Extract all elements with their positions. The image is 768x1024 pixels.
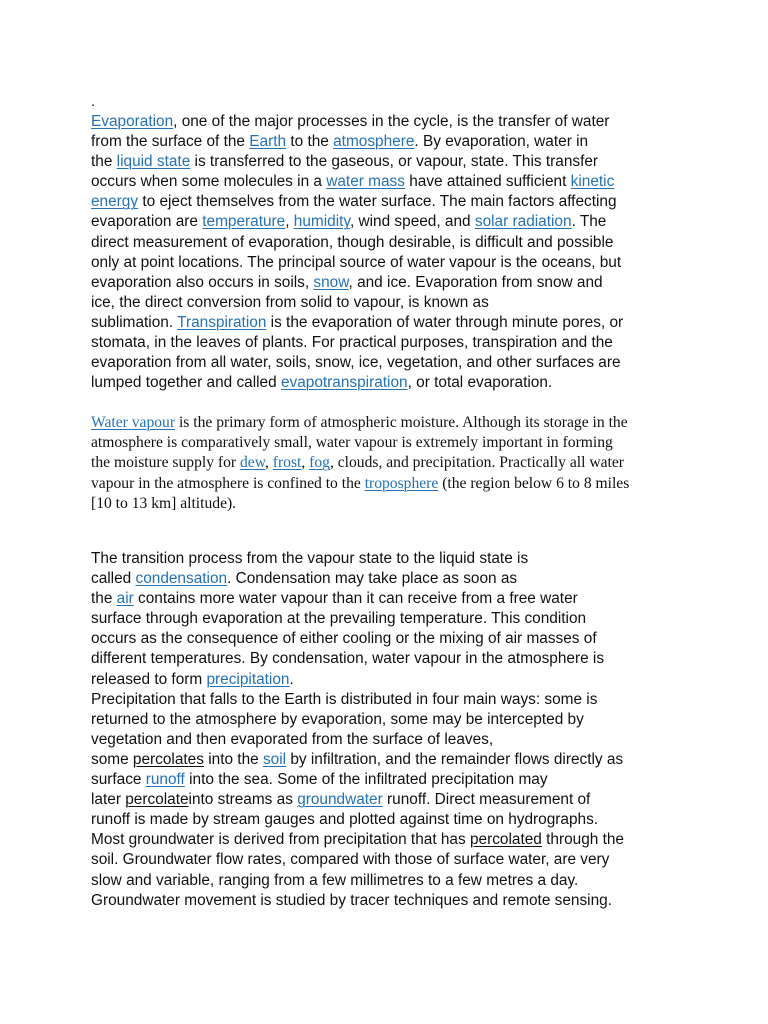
text-run: some (91, 750, 133, 768)
text-line (91, 730, 691, 750)
text-line (91, 629, 691, 649)
link-fog[interactable]: fog (309, 454, 330, 472)
text-line (91, 413, 691, 433)
text-run: the (91, 153, 117, 171)
link-condensation[interactable]: condensation (135, 570, 228, 588)
text-run: returned to the atmosphere by evaporation, some may be intercepted by (91, 710, 584, 728)
text-run: the (91, 590, 117, 608)
text-line (91, 690, 691, 710)
link-air[interactable]: air (116, 590, 134, 608)
text-line (91, 152, 691, 172)
text-run: , one of the major processes in the cycle, is the transfer of water (173, 113, 610, 130)
text-run: , (264, 454, 273, 472)
text-run: , clouds, and precipitation. Practically all water (329, 454, 624, 472)
text-line (91, 373, 691, 393)
text-run: surface (91, 771, 146, 789)
text-line (91, 474, 691, 494)
text-run: Precipitation that falls to the Earth is distributed in four main ways: some is (91, 690, 598, 708)
text-run: . The (571, 213, 607, 231)
text-run: The transition process from the vapour state to the liquid state is (91, 550, 529, 567)
text-run: direct measurement of evaporation, though desirable, is difficult and possible (91, 233, 614, 251)
text-run: slow and variable, ranging from a few millimetres to a few metres a day. (91, 871, 579, 889)
text-line (91, 293, 691, 313)
text-line (91, 494, 691, 514)
text-run: . Condensation may take place as soon as (227, 570, 518, 588)
text-run: to eject themselves from the water surface. The main factors affecting (138, 193, 617, 211)
text-line (91, 830, 691, 850)
text-run: surface through evaporation at the prevailing temperature. This condition (91, 610, 587, 628)
text-line (91, 253, 691, 273)
link-evaporation[interactable]: Evaporation (91, 113, 174, 130)
text-run: , (301, 454, 310, 472)
text-run: by infiltration, and the remainder flows directly as (286, 750, 624, 768)
text-run: (the region below 6 to 8 miles (438, 474, 630, 492)
text-run: occurs as the consequence of either cooling or the mixing of air masses of (91, 630, 597, 648)
text-line (91, 353, 691, 373)
underlined-term-percolates: percolates (132, 750, 204, 768)
text-run: is the primary form of atmospheric moisture. Although its storage in the (175, 414, 628, 431)
text-run: [10 to 13 km] altitude). (91, 494, 237, 512)
link-groundwater[interactable]: groundwater (297, 791, 383, 809)
text-line (91, 453, 691, 473)
text-line (91, 549, 691, 569)
text-run: , or total evaporation. (407, 374, 553, 392)
text-run: occurs when some molecules in a (91, 173, 327, 191)
link-kinetic[interactable]: kinetic (570, 173, 615, 191)
text-line (91, 112, 691, 132)
text-line (91, 313, 691, 333)
leading-dot: . (91, 93, 96, 110)
link-solar-radiation[interactable]: solar radiation (474, 213, 572, 231)
text-line (91, 710, 691, 730)
text-run: called (91, 570, 136, 588)
text-line (91, 871, 691, 891)
link-liquid-state[interactable]: liquid state (116, 153, 191, 171)
text-run: from the surface of the (91, 133, 250, 151)
text-run: . (289, 670, 294, 688)
text-line (91, 172, 691, 192)
text-line (91, 770, 691, 790)
text-run: evaporation also occurs in soils, (91, 273, 314, 291)
text-run: , and ice. Evaporation from snow and (348, 273, 603, 291)
link-precipitation[interactable]: precipitation (206, 670, 290, 688)
text-run: vegetation and then evaporated from the surface of leaves, (91, 730, 494, 748)
link-earth[interactable]: Earth (249, 133, 287, 151)
link-atmosphere[interactable]: atmosphere (333, 133, 415, 151)
link-water-mass[interactable]: water mass (326, 173, 405, 191)
text-run: runoff is made by stream gauges and plotted against time on hydrographs. (91, 811, 599, 829)
link-humidity[interactable]: humidity (293, 213, 350, 231)
text-line (91, 433, 691, 453)
text-line (91, 212, 691, 232)
link-frost[interactable]: frost (272, 454, 302, 472)
link-water-vapour[interactable]: Water vapour (91, 414, 176, 431)
link-evapotranspiration[interactable]: evapotranspiration (280, 374, 408, 392)
text-line (91, 649, 691, 669)
text-run: only at point locations. The principal source of water vapour is the oceans, but (91, 253, 622, 271)
text-run: , wind speed, and (349, 213, 475, 231)
text-run: atmosphere is comparatively small, water vapour is extremely important in forming (91, 434, 613, 452)
text-run: ice, the direct conversion from solid to vapour, is known as (91, 293, 489, 311)
text-line (91, 589, 691, 609)
text-run: Groundwater movement is studied by tracer techniques and remote sensing. (91, 891, 612, 909)
paragraph-evaporation (91, 112, 691, 393)
link-dew[interactable]: dew (240, 454, 265, 472)
text-run: , (285, 213, 294, 231)
text-line (91, 810, 691, 830)
text-run: vapour in the atmosphere is confined to the (91, 474, 365, 492)
text-run: evaporation from all water, soils, snow, ice, vegetation, and other surfaces are (91, 354, 621, 372)
text-run: . By evaporation, water in (414, 133, 589, 151)
text-run: Most groundwater is derived from precipitation that has (91, 831, 470, 849)
paragraph-condensation (91, 549, 691, 911)
text-run: later (91, 791, 126, 809)
underlined-term-percolated: percolated (469, 831, 542, 849)
text-line (91, 891, 691, 911)
text-run: lumped together and called (91, 374, 281, 392)
text-line (91, 273, 691, 293)
text-run: soil. Groundwater flow rates, compared with those of surface water, are very (91, 851, 610, 869)
link-troposphere[interactable]: troposphere (364, 474, 439, 492)
text-line (91, 569, 691, 589)
text-line (91, 750, 691, 770)
text-run: to the (286, 133, 334, 151)
text-run: runoff. Direct measurement of (382, 791, 591, 809)
text-run: released to form (91, 670, 207, 688)
underlined-term-percolate: percolate (125, 791, 189, 809)
text-run: have attained sufficient (404, 173, 571, 191)
text-line (91, 333, 691, 353)
text-run: is transferred to the gaseous, or vapour, state. This transfer (190, 153, 599, 171)
paragraph-water-vapour (91, 413, 691, 514)
link-snow[interactable]: snow (313, 273, 349, 291)
text-line (91, 132, 691, 152)
text-run: contains more water vapour than it can receive from a free water (133, 590, 578, 608)
text-line (91, 609, 691, 629)
text-run: into streams as (188, 791, 298, 809)
link-energy[interactable]: energy (91, 193, 139, 211)
text-run: is the evaporation of water through minute pores, or (266, 313, 624, 331)
text-line (91, 850, 691, 870)
text-run: into the (203, 750, 263, 768)
text-run: stomata, in the leaves of plants. For practical purposes, transpiration and the (91, 334, 613, 352)
text-run: through the (541, 831, 624, 849)
text-run: sublimation. (91, 313, 178, 331)
text-line (91, 233, 691, 253)
link-temperature[interactable]: temperature (202, 213, 286, 231)
text-run: different temperatures. By condensation, water vapour in the atmosphere is (91, 650, 605, 668)
text-run: evaporation are (91, 213, 203, 231)
link-soil[interactable]: soil (262, 750, 287, 768)
link-transpiration[interactable]: Transpiration (177, 313, 267, 331)
text-run: into the sea. Some of the infiltrated precipitation may (184, 771, 548, 789)
text-run: the moisture supply for (91, 454, 240, 472)
text-line (91, 670, 691, 690)
link-runoff[interactable]: runoff (145, 771, 185, 789)
text-line (91, 192, 691, 212)
text-line (91, 790, 691, 810)
